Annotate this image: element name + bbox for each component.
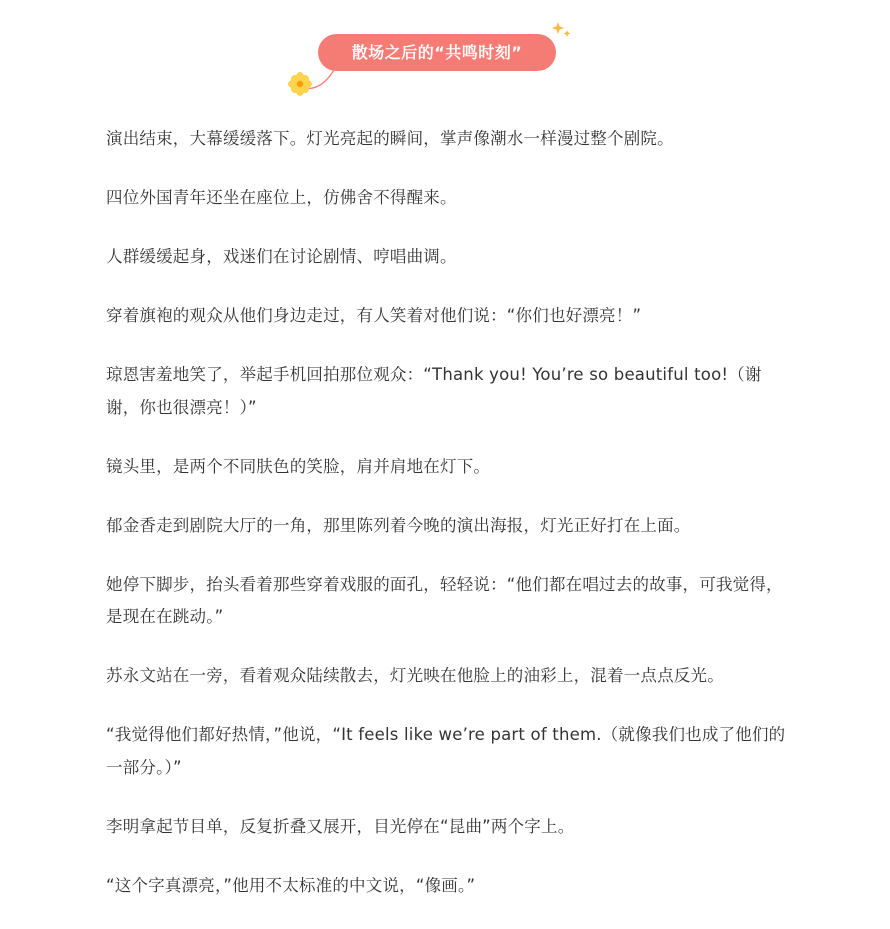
sparkle-icon <box>550 18 574 42</box>
paragraph: 琼恩害羞地笑了，举起手机回拍那位观众：“Thank you! You’re so beautiful too!（谢谢，你也很漂亮！）” <box>106 365 762 417</box>
paragraph: “这个字真漂亮，”他用不太标准的中文说，“像画。” <box>106 875 476 895</box>
paragraph: 镜头里，是两个不同肤色的笑脸，肩并肩地在灯下。 <box>106 456 491 476</box>
paragraph: 穿着旗袍的观众从他们身边走过，有人笑着对他们说：“你们也好漂亮！” <box>106 306 642 325</box>
paragraph: 四位外国青年还坐在座位上，仿佛舍不得醒来。 <box>106 188 457 207</box>
flower-icon <box>287 71 313 97</box>
section-header <box>0 0 890 110</box>
paragraph: 苏永文站在一旁，看着观众陆续散去，灯光映在他脸上的油彩上，混着一点点反光。 <box>106 666 724 685</box>
paragraph: 演出结束，大幕缓缓落下。灯光亮起的瞬间，掌声像潮水一样漫过整个剧院。 <box>106 129 674 148</box>
paragraph: 她停下脚步，抬头看着那些穿着戏服的面孔，轻轻说：“他们都在唱过去的故事，可我觉得，是现在在跳动。” <box>106 574 783 626</box>
section-title: 散场之后的“共鸣时刻” <box>318 34 556 71</box>
article-body <box>106 123 786 929</box>
paragraph: 李明拿起节目单，反复折叠又展开，目光停在“昆曲”两个字上。 <box>106 816 575 836</box>
paragraph: 人群缓缓起身，戏迷们在讨论剧情、哼唱曲调。 <box>106 247 457 266</box>
paragraph: “我觉得他们都好热情，”他说，“It feels like we’re part of them.（就像我们也成了他们的一部分。）” <box>106 725 786 777</box>
paragraph: 郁金香走到剧院大厅的一角，那里陈列着今晚的演出海报，灯光正好打在上面。 <box>106 515 691 535</box>
